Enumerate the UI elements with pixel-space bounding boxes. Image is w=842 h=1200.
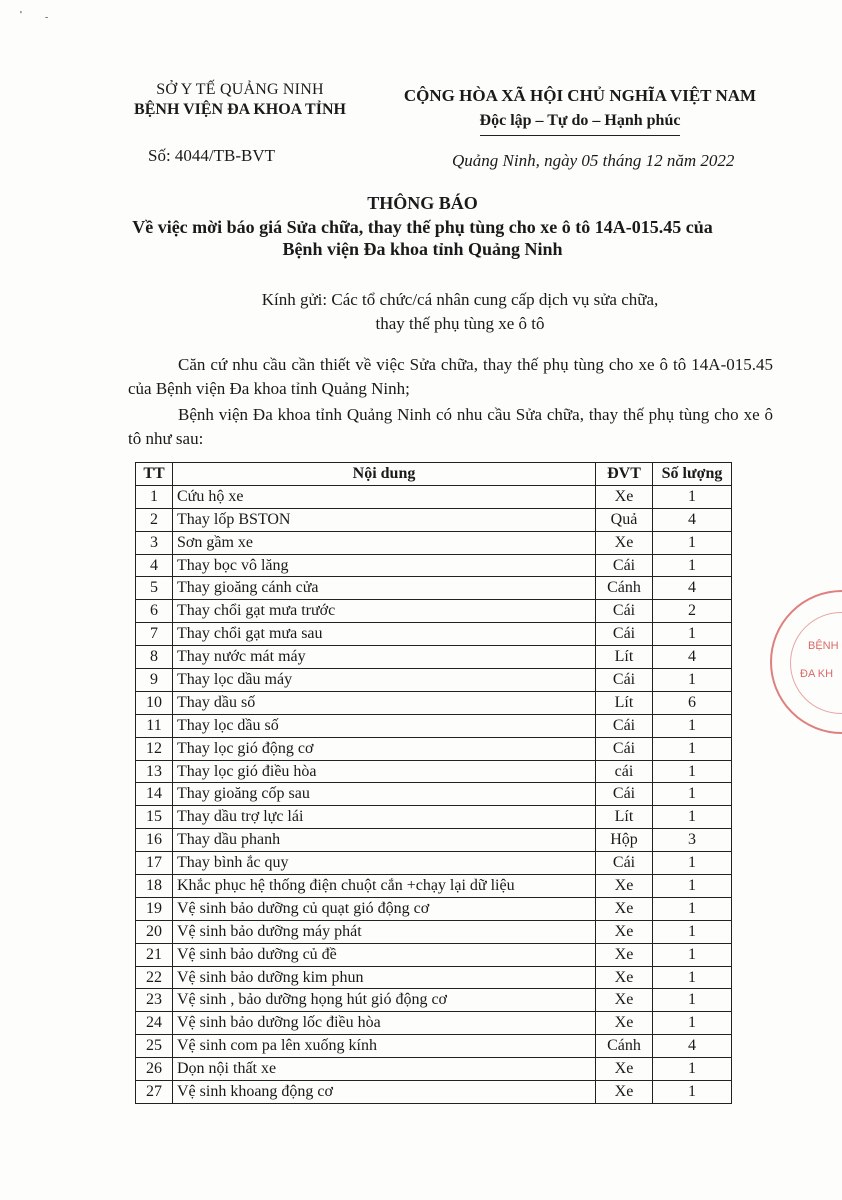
table-row: [136, 669, 732, 692]
row-content: Vệ sinh com pa lên xuống kính: [173, 1035, 596, 1058]
table-row: [136, 920, 732, 943]
row-content: Vệ sinh bảo dưỡng củ quạt gió động cơ: [173, 897, 596, 920]
row-unit: Cái: [596, 737, 653, 760]
row-quantity: 1: [653, 920, 732, 943]
row-content: Thay lọc gió điều hòa: [173, 760, 596, 783]
items-table: [135, 462, 732, 1104]
row-quantity: 1: [653, 875, 732, 898]
table-row: [136, 691, 732, 714]
row-quantity: 1: [653, 714, 732, 737]
row-number: 10: [136, 691, 173, 714]
table-row: [136, 531, 732, 554]
row-quantity: 1: [653, 737, 732, 760]
row-unit: Xe: [596, 943, 653, 966]
row-content: Thay chổi gạt mưa trước: [173, 600, 596, 623]
row-quantity: 4: [653, 646, 732, 669]
row-content: Thay dầu trợ lực lái: [173, 806, 596, 829]
row-quantity: 6: [653, 691, 732, 714]
row-number: 4: [136, 554, 173, 577]
row-number: 20: [136, 920, 173, 943]
row-quantity: 1: [653, 943, 732, 966]
row-unit: Cái: [596, 852, 653, 875]
table-row: [136, 577, 732, 600]
parent-department: SỞ Y TẾ QUẢNG NINH: [156, 81, 324, 98]
hospital-name: BỆNH VIỆN ĐA KHOA TỈNH: [134, 101, 346, 118]
table-row: [136, 966, 732, 989]
row-quantity: 1: [653, 783, 732, 806]
row-number: 3: [136, 531, 173, 554]
row-content: Khắc phục hệ thống điện chuột cắn +chạy lại dữ liệu: [173, 875, 596, 898]
row-content: Thay gioăng cốp sau: [173, 783, 596, 806]
row-number: 21: [136, 943, 173, 966]
row-content: Vệ sinh bảo dưỡng máy phát: [173, 920, 596, 943]
row-content: Thay lọc dầu máy: [173, 669, 596, 692]
row-quantity: 1: [653, 1081, 732, 1104]
row-unit: Cái: [596, 554, 653, 577]
table-row: [136, 508, 732, 531]
table-row: [136, 714, 732, 737]
row-content: Thay lốp BSTON: [173, 508, 596, 531]
row-unit: Cái: [596, 600, 653, 623]
row-quantity: 1: [653, 1012, 732, 1035]
row-content: Vệ sinh , bảo dưỡng họng hút gió động cơ: [173, 989, 596, 1012]
col-header-quantity: Số lượng: [653, 463, 732, 486]
row-quantity: 1: [653, 1058, 732, 1081]
row-content: Thay lọc dầu số: [173, 714, 596, 737]
row-quantity: 1: [653, 554, 732, 577]
row-unit: Cái: [596, 783, 653, 806]
row-number: 11: [136, 714, 173, 737]
row-content: Thay dầu phanh: [173, 829, 596, 852]
row-unit: Xe: [596, 966, 653, 989]
stamp-text-1: BỆNH: [808, 640, 839, 652]
table-row: [136, 852, 732, 875]
row-quantity: 1: [653, 897, 732, 920]
row-unit: Xe: [596, 989, 653, 1012]
row-number: 22: [136, 966, 173, 989]
row-quantity: 1: [653, 531, 732, 554]
row-unit: Lít: [596, 806, 653, 829]
table-row: [136, 485, 732, 508]
row-unit: Xe: [596, 1081, 653, 1104]
table-row: [136, 600, 732, 623]
table-row: [136, 829, 732, 852]
table-row: [136, 554, 732, 577]
row-number: 5: [136, 577, 173, 600]
table-row: [136, 897, 732, 920]
row-number: 6: [136, 600, 173, 623]
row-unit: Xe: [596, 1012, 653, 1035]
place-date: Quảng Ninh, ngày 05 tháng 12 năm 2022: [452, 151, 735, 170]
row-content: Thay bình ắc quy: [173, 852, 596, 875]
row-number: 7: [136, 623, 173, 646]
row-content: Dọn nội thất xe: [173, 1058, 596, 1081]
row-unit: Lít: [596, 646, 653, 669]
row-number: 14: [136, 783, 173, 806]
row-content: Thay lọc gió động cơ: [173, 737, 596, 760]
body-paragraph-1: Căn cứ nhu cầu cần thiết về việc Sửa chữa, thay thế phụ tùng cho xe ô tô 14A-015.45 của Bệnh viện Đa khoa tỉnh Quảng Ninh;: [128, 355, 773, 398]
row-content: Thay chổi gạt mưa sau: [173, 623, 596, 646]
row-number: 12: [136, 737, 173, 760]
row-number: 9: [136, 669, 173, 692]
table-row: [136, 1058, 732, 1081]
document-title: [100, 192, 745, 260]
row-number: 18: [136, 875, 173, 898]
row-quantity: 1: [653, 760, 732, 783]
recipient-greeting: [180, 288, 740, 336]
row-quantity: 1: [653, 966, 732, 989]
issuing-organization: [110, 80, 370, 120]
row-quantity: 4: [653, 577, 732, 600]
table-row: [136, 1035, 732, 1058]
body-paragraph-2: Bệnh viện Đa khoa tỉnh Quảng Ninh có nhu cầu Sửa chữa, thay thế phụ tùng cho xe ô tô như sau:: [128, 405, 773, 448]
col-header-tt: TT: [136, 463, 173, 486]
row-content: Thay nước mát máy: [173, 646, 596, 669]
scan-mark: ': [20, 10, 22, 21]
row-number: 2: [136, 508, 173, 531]
table-row: [136, 760, 732, 783]
table-row: [136, 1081, 732, 1104]
row-quantity: 4: [653, 1035, 732, 1058]
row-quantity: 4: [653, 508, 732, 531]
row-unit: Cái: [596, 623, 653, 646]
greeting-line1: Kính gửi: Các tổ chức/cá nhân cung cấp dịch vụ sửa chữa,: [261, 290, 659, 309]
row-unit: Xe: [596, 531, 653, 554]
row-quantity: 1: [653, 669, 732, 692]
document-number: Số: 4044/TB-BVT: [148, 146, 276, 165]
row-content: Vệ sinh bảo dưỡng củ đề: [173, 943, 596, 966]
row-content: Vệ sinh bảo dưỡng lốc điều hòa: [173, 1012, 596, 1035]
row-number: 17: [136, 852, 173, 875]
stamp-text-2: ĐA KH: [800, 668, 834, 680]
row-content: Sơn gầm xe: [173, 531, 596, 554]
row-number: 15: [136, 806, 173, 829]
greeting-line2: thay thế phụ tùng xe ô tô: [375, 314, 545, 333]
row-unit: Quả: [596, 508, 653, 531]
row-unit: Cái: [596, 714, 653, 737]
row-content: Vệ sinh khoang động cơ: [173, 1081, 596, 1104]
table-row: [136, 737, 732, 760]
title-subject-line1: Về việc mời báo giá Sửa chữa, thay thế phụ tùng cho xe ô tô 14A-015.45 của: [132, 217, 713, 237]
row-unit: Cánh: [596, 1035, 653, 1058]
row-quantity: 1: [653, 806, 732, 829]
row-unit: Xe: [596, 1058, 653, 1081]
row-number: 26: [136, 1058, 173, 1081]
row-number: 27: [136, 1081, 173, 1104]
row-content: Thay dầu số: [173, 691, 596, 714]
row-number: 25: [136, 1035, 173, 1058]
row-content: Cứu hộ xe: [173, 485, 596, 508]
col-header-content: Nội dung: [173, 463, 596, 486]
scan-mark: ˉ: [45, 16, 49, 27]
national-header: [385, 84, 775, 136]
table-header-row: [136, 463, 732, 486]
table-row: [136, 623, 732, 646]
row-quantity: 1: [653, 989, 732, 1012]
row-number: 19: [136, 897, 173, 920]
table-row: [136, 646, 732, 669]
row-number: 1: [136, 485, 173, 508]
row-number: 16: [136, 829, 173, 852]
row-unit: Hộp: [596, 829, 653, 852]
row-quantity: 3: [653, 829, 732, 852]
national-motto: Độc lập – Tự do – Hạnh phúc: [480, 109, 681, 136]
row-unit: Xe: [596, 485, 653, 508]
row-quantity: 1: [653, 485, 732, 508]
table-row: [136, 943, 732, 966]
row-unit: Cái: [596, 669, 653, 692]
row-unit: Xe: [596, 875, 653, 898]
row-content: Vệ sinh bảo dưỡng kim phun: [173, 966, 596, 989]
row-unit: Cánh: [596, 577, 653, 600]
row-number: 23: [136, 989, 173, 1012]
row-number: 24: [136, 1012, 173, 1035]
table-row: [136, 1012, 732, 1035]
row-unit: cái: [596, 760, 653, 783]
row-number: 13: [136, 760, 173, 783]
row-content: Thay bọc vô lăng: [173, 554, 596, 577]
table-row: [136, 806, 732, 829]
row-unit: Xe: [596, 920, 653, 943]
table-row: [136, 783, 732, 806]
title-heading: THÔNG BÁO: [367, 193, 478, 213]
col-header-unit: ĐVT: [596, 463, 653, 486]
row-quantity: 2: [653, 600, 732, 623]
row-number: 8: [136, 646, 173, 669]
table-row: [136, 875, 732, 898]
row-unit: Xe: [596, 897, 653, 920]
row-quantity: 1: [653, 623, 732, 646]
country-name: CỘNG HÒA XÃ HỘI CHỦ NGHĨA VIỆT NAM: [403, 86, 757, 105]
title-subject-line2: Bệnh viện Đa khoa tỉnh Quảng Ninh: [282, 239, 563, 259]
row-unit: Lít: [596, 691, 653, 714]
table-row: [136, 989, 732, 1012]
row-quantity: 1: [653, 852, 732, 875]
row-content: Thay gioăng cánh cửa: [173, 577, 596, 600]
